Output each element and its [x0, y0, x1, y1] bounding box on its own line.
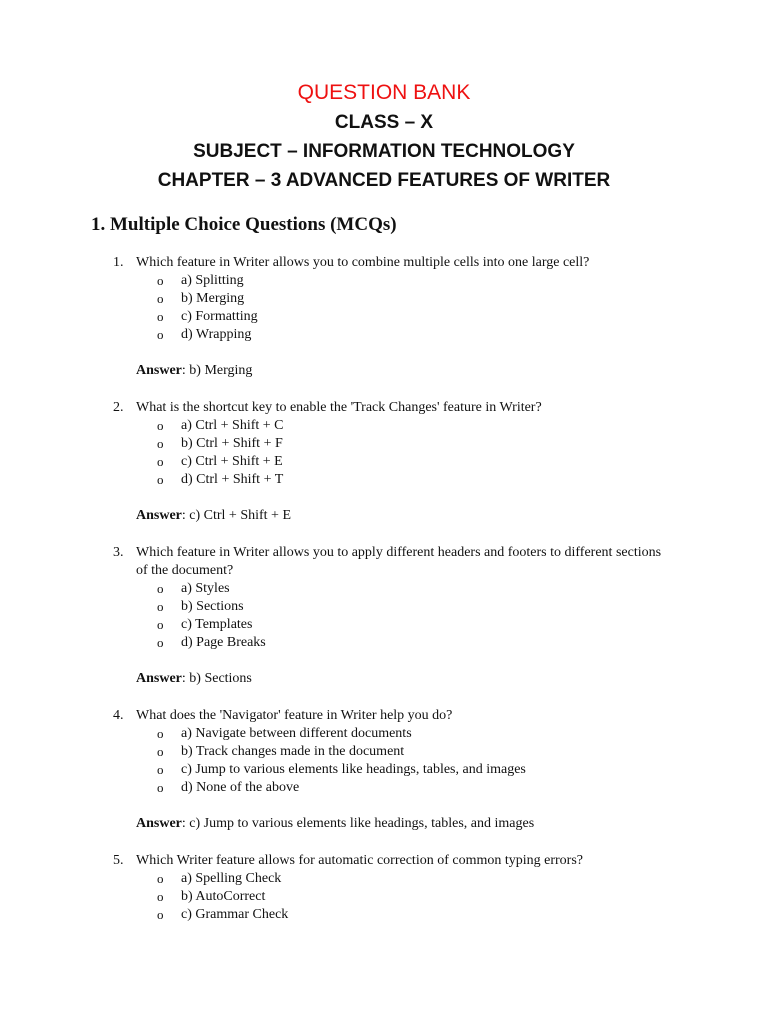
- bullet-icon: o: [157, 418, 164, 433]
- answer-line: [136, 815, 768, 833]
- question-text: Which Writer feature allows for automatic correction of common typing errors?: [136, 853, 584, 868]
- option-list: [0, 725, 768, 797]
- question-text: Which feature in Writer allows you to combine multiple cells into one large cell?: [136, 255, 590, 270]
- option-label: a) Splitting: [181, 273, 244, 288]
- option-label: a) Spelling Check: [181, 871, 282, 886]
- question-number: 5.: [113, 853, 124, 868]
- question-number: 2.: [113, 400, 124, 415]
- option-label: d) Wrapping: [181, 327, 252, 342]
- question-item: [0, 707, 768, 833]
- option-label: a) Styles: [181, 581, 230, 596]
- option-item: [157, 326, 768, 344]
- bullet-icon: o: [157, 889, 164, 904]
- option-label: c) Templates: [181, 617, 253, 632]
- question-number: 3.: [113, 545, 124, 560]
- question-number: 4.: [113, 708, 124, 723]
- option-item: [157, 761, 768, 779]
- option-label: b) Sections: [181, 599, 244, 614]
- answer-line: [136, 362, 768, 380]
- answer-value: : b) Sections: [181, 671, 252, 686]
- option-label: b) Ctrl + Shift + F: [181, 436, 283, 451]
- bullet-icon: o: [157, 454, 164, 469]
- bullet-icon: o: [157, 617, 164, 632]
- class-line: CLASS – X: [334, 112, 434, 133]
- question-text: What is the shortcut key to enable the 'Track Changes' feature in Writer?: [136, 400, 542, 415]
- option-label: c) Grammar Check: [181, 907, 289, 922]
- answer-label: Answer: [136, 363, 182, 378]
- bullet-icon: o: [157, 472, 164, 487]
- answer-value: : c) Ctrl + Shift + E: [181, 508, 292, 523]
- option-label: c) Formatting: [181, 309, 258, 324]
- answer-value: : c) Jump to various elements like headings, tables, and images: [181, 816, 535, 831]
- subject-line: SUBJECT – INFORMATION TECHNOLOGY: [193, 141, 575, 162]
- bullet-icon: o: [157, 907, 164, 922]
- option-item: [157, 888, 768, 906]
- page-title: QUESTION BANK: [297, 81, 471, 104]
- bullet-icon: o: [157, 871, 164, 886]
- bullet-icon: o: [157, 635, 164, 650]
- option-item: [157, 616, 768, 634]
- option-label: c) Jump to various elements like headings, tables, and images: [181, 762, 526, 777]
- option-item: [157, 580, 768, 598]
- option-item: [157, 779, 768, 797]
- answer-value: : b) Merging: [181, 363, 253, 378]
- option-item: [157, 471, 768, 489]
- answer-label: Answer: [136, 816, 182, 831]
- question-item: [0, 399, 768, 525]
- option-item: [157, 290, 768, 308]
- question-number: 1.: [113, 255, 124, 270]
- bullet-icon: o: [157, 327, 164, 342]
- option-list: [0, 870, 768, 924]
- section-heading: 1. Multiple Choice Questions (MCQs): [91, 214, 397, 235]
- option-item: [157, 870, 768, 888]
- option-label: b) AutoCorrect: [181, 889, 266, 904]
- option-item: [157, 435, 768, 453]
- answer-label: Answer: [136, 508, 182, 523]
- bullet-icon: o: [157, 726, 164, 741]
- bullet-icon: o: [157, 762, 164, 777]
- option-label: d) None of the above: [181, 780, 300, 795]
- option-item: [157, 743, 768, 761]
- question-text: Which feature in Writer allows you to apply different headers and footers to different sections of the document?: [136, 545, 662, 578]
- bullet-icon: o: [157, 309, 164, 324]
- option-item: [157, 453, 768, 471]
- option-list: [0, 580, 768, 652]
- question-text: What does the 'Navigator' feature in Writer help you do?: [136, 708, 453, 723]
- option-list: [0, 272, 768, 344]
- bullet-icon: o: [157, 780, 164, 795]
- option-label: d) Page Breaks: [181, 635, 266, 650]
- bullet-icon: o: [157, 291, 164, 306]
- option-item: [157, 598, 768, 616]
- option-item: [157, 725, 768, 743]
- option-label: b) Track changes made in the document: [181, 744, 405, 759]
- question-item: [0, 852, 768, 924]
- bullet-icon: o: [157, 436, 164, 451]
- option-list: [0, 417, 768, 489]
- option-label: a) Ctrl + Shift + C: [181, 418, 284, 433]
- option-item: [157, 634, 768, 652]
- bullet-icon: o: [157, 744, 164, 759]
- option-item: [157, 417, 768, 435]
- option-item: [157, 308, 768, 326]
- bullet-icon: o: [157, 273, 164, 288]
- document-header: [0, 78, 768, 195]
- question-item: [0, 544, 768, 688]
- option-label: b) Merging: [181, 291, 245, 306]
- option-label: a) Navigate between different documents: [181, 726, 412, 741]
- chapter-line: CHAPTER – 3 ADVANCED FEATURES OF WRITER: [157, 170, 611, 191]
- option-label: c) Ctrl + Shift + E: [181, 454, 283, 469]
- question-list: [0, 254, 768, 943]
- answer-label: Answer: [136, 671, 182, 686]
- option-item: [157, 906, 768, 924]
- question-item: [0, 254, 768, 380]
- answer-line: [136, 507, 768, 525]
- option-item: [157, 272, 768, 290]
- answer-line: [136, 670, 768, 688]
- bullet-icon: o: [157, 581, 164, 596]
- option-label: d) Ctrl + Shift + T: [181, 472, 284, 487]
- bullet-icon: o: [157, 599, 164, 614]
